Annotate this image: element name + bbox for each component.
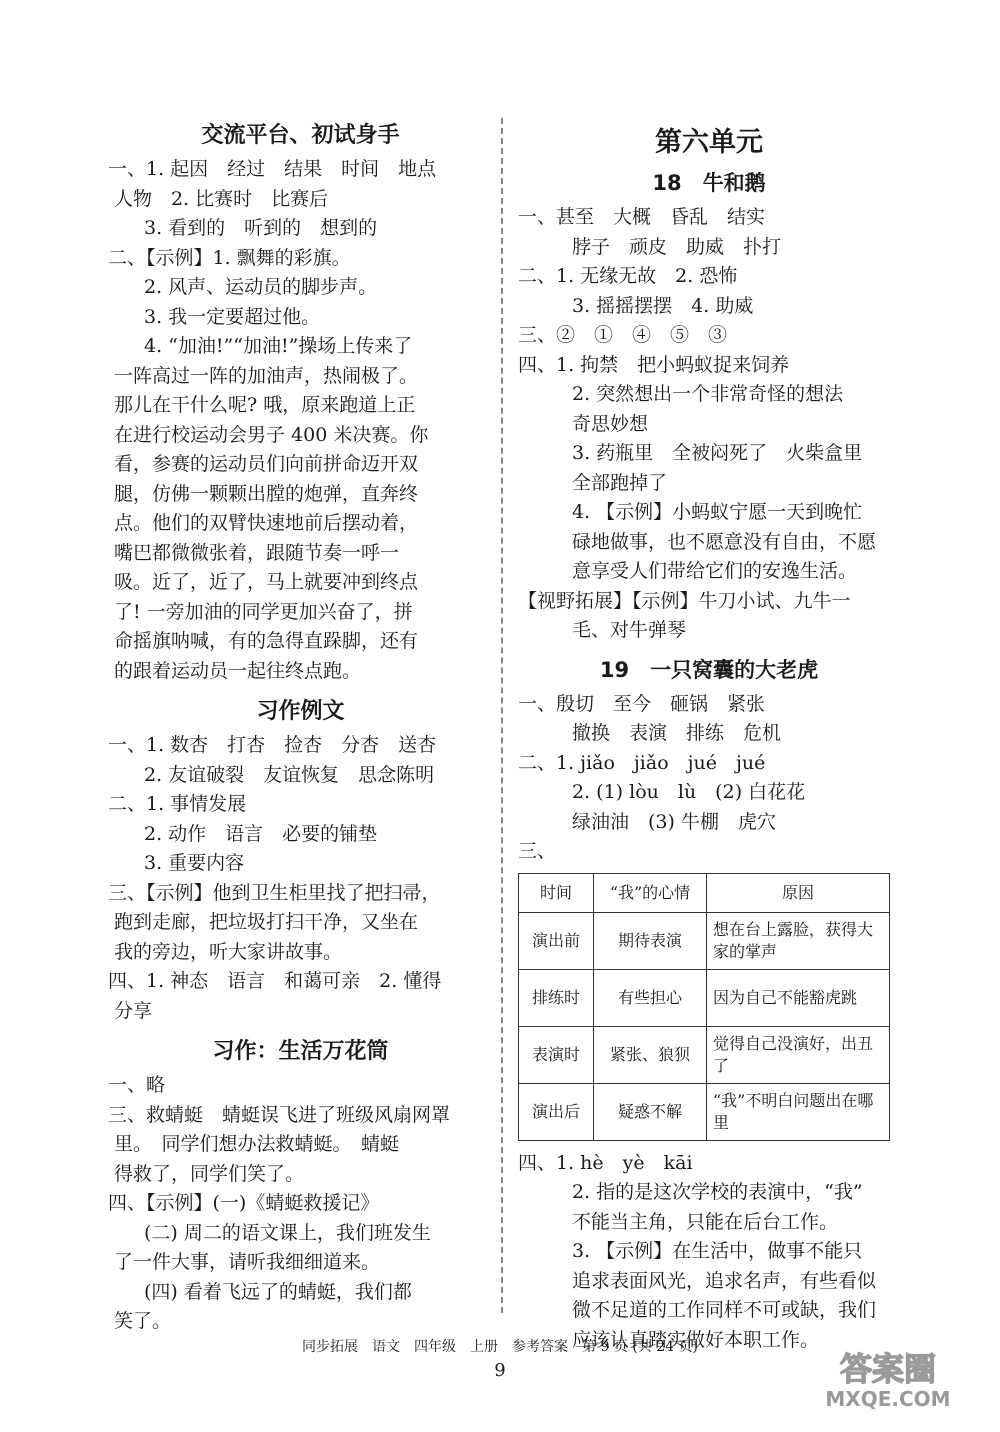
answer-line: 2. 动作 语言 必要的铺垫 bbox=[144, 822, 378, 845]
section-title-exchange: 交流平台、初试身手 bbox=[201, 123, 400, 148]
answer-line: 奇思妙想 bbox=[572, 412, 649, 435]
table-cell: 表演时 bbox=[519, 1026, 594, 1083]
answer-line: 3. 【示例】在生活中，做事不能只 bbox=[572, 1240, 863, 1262]
table-cell: 期待表演 bbox=[594, 912, 707, 969]
right-column bbox=[518, 110, 900, 1355]
table-cell: 演出前 bbox=[519, 912, 594, 969]
answer-line: 四、1. 拘禁 把小蚂蚁捉来饲养 bbox=[518, 353, 790, 376]
table-header-time: 时间 bbox=[519, 873, 594, 912]
table-header-reason: 原因 bbox=[707, 873, 890, 912]
table-cell: 觉得自己没演好，出丑了 bbox=[707, 1026, 890, 1083]
answer-line: 撤换 表演 排练 危机 bbox=[572, 722, 782, 744]
watermark-logo bbox=[798, 1342, 978, 1412]
answer-line: 3. 重要内容 bbox=[144, 852, 245, 874]
answer-line: 一、殷切 至今 砸锅 紧张 bbox=[518, 692, 766, 715]
section-writing-answers bbox=[108, 1071, 493, 1337]
answer-line: 一阵高过一阵的加油声，热闹极了。 bbox=[114, 364, 419, 387]
answer-line: 4. 【示例】小蚂蚁宁愿一天到晚忙 bbox=[572, 501, 863, 523]
answer-line: 笑了。 bbox=[114, 1310, 172, 1332]
left-column bbox=[108, 110, 493, 1337]
table-cell: 紧张、狼狈 bbox=[594, 1026, 707, 1083]
answer-line: 二、【示例】1. 飘舞的彩旗。 bbox=[108, 246, 351, 269]
answer-line: 3. 药瓶里 全被闷死了 火柴盒里 bbox=[572, 442, 863, 464]
unit-title: 第六单元 bbox=[655, 127, 763, 158]
answer-line: 那儿在干什么呢? 哦，原来跑道上正 bbox=[114, 394, 416, 416]
table-cell: 演出后 bbox=[519, 1083, 594, 1140]
answer-line: 4. “加油!”“加油!”操场上传来了 bbox=[144, 335, 413, 357]
answer-line: 三、【示例】他到卫生柜里找了把扫帚， bbox=[108, 881, 441, 904]
answer-line: 毛、对牛弹琴 bbox=[572, 619, 687, 641]
answer-line: 三、 bbox=[518, 840, 557, 862]
table-header-mood: “我”的心情 bbox=[594, 873, 707, 912]
answer-line: 三、救蜻蜓 蜻蜓误飞进了班级风扇网罩 bbox=[108, 1103, 451, 1126]
answer-line: 2. (1) lòu lù (2) 白花花 bbox=[572, 781, 806, 803]
answer-line: 二、1. 无缘无故 2. 恐怖 bbox=[518, 265, 738, 287]
table-cell: 想在台上露脸，获得大家的掌声 bbox=[707, 912, 890, 969]
page-number: 9 bbox=[494, 1360, 506, 1381]
table-row bbox=[519, 969, 890, 1026]
watermark-text: 答案圈 bbox=[839, 1350, 937, 1388]
section-exchange-answers bbox=[108, 155, 493, 686]
answer-line: 二、1. jiǎo jiǎo jué jué bbox=[518, 751, 766, 774]
answer-line: 嘴巴都微微张着，跟随节奏一呼一 bbox=[114, 541, 400, 564]
table-cell: “我”不明白问题出在哪里 bbox=[707, 1083, 890, 1140]
column-divider bbox=[501, 118, 503, 1313]
table-cell: 因为自己不能豁虎跳 bbox=[707, 969, 890, 1026]
lesson-19-answers bbox=[518, 690, 900, 867]
answer-line: 在进行校运动会男子 400 米决赛。你 bbox=[114, 423, 429, 446]
answer-line: 脖子 顽皮 助威 扑打 bbox=[572, 235, 782, 258]
answer-line: 3. 看到的 听到的 想到的 bbox=[144, 217, 378, 239]
answer-line: 看，参赛的运动员们向前拼命迈开双 bbox=[114, 453, 419, 475]
answer-line: 里。 同学们想办法救蜻蜓。 蜻蜓 bbox=[114, 1133, 400, 1155]
table-row bbox=[519, 1083, 890, 1140]
answer-line: 一、1. 起因 经过 结果 时间 地点 bbox=[108, 158, 437, 180]
answer-line: 2. 指的是这次学校的表演中，“我” bbox=[572, 1181, 863, 1203]
answer-line: 追求表面风光，追求名声，有些看似 bbox=[572, 1269, 877, 1292]
answer-line: 一、甚至 大概 昏乱 结实 bbox=[518, 206, 766, 228]
page-footer: 同步拓展 语文 四年级 上册 参考答案 第 9 页 (共 24 页) bbox=[302, 1339, 698, 1355]
answer-line: 人物 2. 比赛时 比赛后 bbox=[114, 187, 329, 210]
section-title-writing: 习作：生活万花筒 bbox=[212, 1039, 389, 1064]
answer-line: 意享受人们带给它们的安逸生活。 bbox=[572, 560, 858, 582]
section-title-example-essay: 习作例文 bbox=[256, 699, 345, 724]
answer-line: 四、1. 神态 语言 和蔼可亲 2. 懂得 bbox=[108, 970, 442, 992]
answer-line: 【视野拓展】【示例】牛刀小试、九牛一 bbox=[518, 589, 851, 612]
answer-line: 二、1. 事情发展 bbox=[108, 793, 247, 815]
mood-table bbox=[518, 873, 890, 1141]
answer-line: 2. 友谊破裂 友谊恢复 思念陈明 bbox=[144, 763, 435, 786]
answer-line: 了! 一旁加油的同学更加兴奋了，拼 bbox=[114, 600, 413, 623]
answer-line: 一、略 bbox=[108, 1074, 166, 1096]
answer-line: 2. 突然想出一个非常奇怪的想法 bbox=[572, 383, 844, 405]
table-cell: 排练时 bbox=[519, 969, 594, 1026]
answer-line: 绿油油 (3) 牛棚 虎穴 bbox=[572, 810, 776, 833]
answer-line: 三、② ① ④ ⑤ ③ bbox=[518, 324, 728, 346]
answer-line: 我的旁边，听大家讲故事。 bbox=[114, 940, 343, 963]
answer-line: 腿，仿佛一颗颗出膛的炮弹，直奔终 bbox=[114, 482, 419, 505]
answer-line: 应该认真踏实做好本职工作。 bbox=[572, 1328, 820, 1351]
section-example-essay-answers bbox=[108, 731, 493, 1026]
answer-line: 四、【示例】(一)《蜻蜓救援记》 bbox=[108, 1192, 380, 1214]
table-row bbox=[519, 1026, 890, 1083]
answer-line: 点。他们的双臂快速地前后摆动着， bbox=[114, 512, 419, 534]
answer-line: 3. 摇摇摆摆 4. 助威 bbox=[572, 294, 754, 317]
answer-line: 3. 我一定要超过他。 bbox=[144, 305, 321, 328]
watermark-url: MXQE.COM bbox=[825, 1387, 951, 1411]
lesson-19-answers-continued bbox=[518, 1149, 900, 1356]
answer-line: 的跟着运动员一起往终点跑。 bbox=[114, 659, 362, 682]
answer-line: 微不足道的工作同样不可或缺，我们 bbox=[572, 1299, 877, 1321]
lesson-19-title: 19 一只窝囊的大老虎 bbox=[599, 657, 819, 682]
answer-line: 一、1. 数杏 打杏 捡杏 分杏 送杏 bbox=[108, 734, 437, 756]
lesson-18-answers bbox=[518, 203, 900, 646]
answer-line: 全部跑掉了 bbox=[572, 471, 668, 494]
lesson-18-title: 18 牛和鹅 bbox=[652, 171, 766, 195]
answer-line: 四、1. hè yè kāi bbox=[518, 1151, 693, 1174]
table-cell: 疑惑不解 bbox=[594, 1083, 707, 1140]
answer-line: (二) 周二的语文课上，我们班发生 bbox=[144, 1221, 431, 1244]
answer-line: 跑到走廊，把垃圾打扫干净，又坐在 bbox=[114, 911, 419, 933]
answer-line: 碌地做事，也不愿意没有自由，不愿 bbox=[572, 530, 877, 553]
table-cell: 有些担心 bbox=[594, 969, 707, 1026]
answer-line: 吸。近了，近了，马上就要冲到终点 bbox=[114, 571, 419, 593]
answer-line: 了一件大事，请听我细细道来。 bbox=[114, 1251, 381, 1273]
answer-line: (四) 看着飞远了的蜻蜓，我们都 bbox=[144, 1280, 412, 1303]
answer-line: 不能当主角，只能在后台工作。 bbox=[572, 1210, 839, 1233]
table-row bbox=[519, 912, 890, 969]
answer-line: 2. 风声、运动员的脚步声。 bbox=[144, 276, 378, 298]
answer-line: 分享 bbox=[114, 999, 153, 1022]
answer-line: 命摇旗呐喊，有的急得直跺脚，还有 bbox=[114, 630, 419, 652]
answer-line: 得救了，同学们笑了。 bbox=[114, 1162, 305, 1185]
